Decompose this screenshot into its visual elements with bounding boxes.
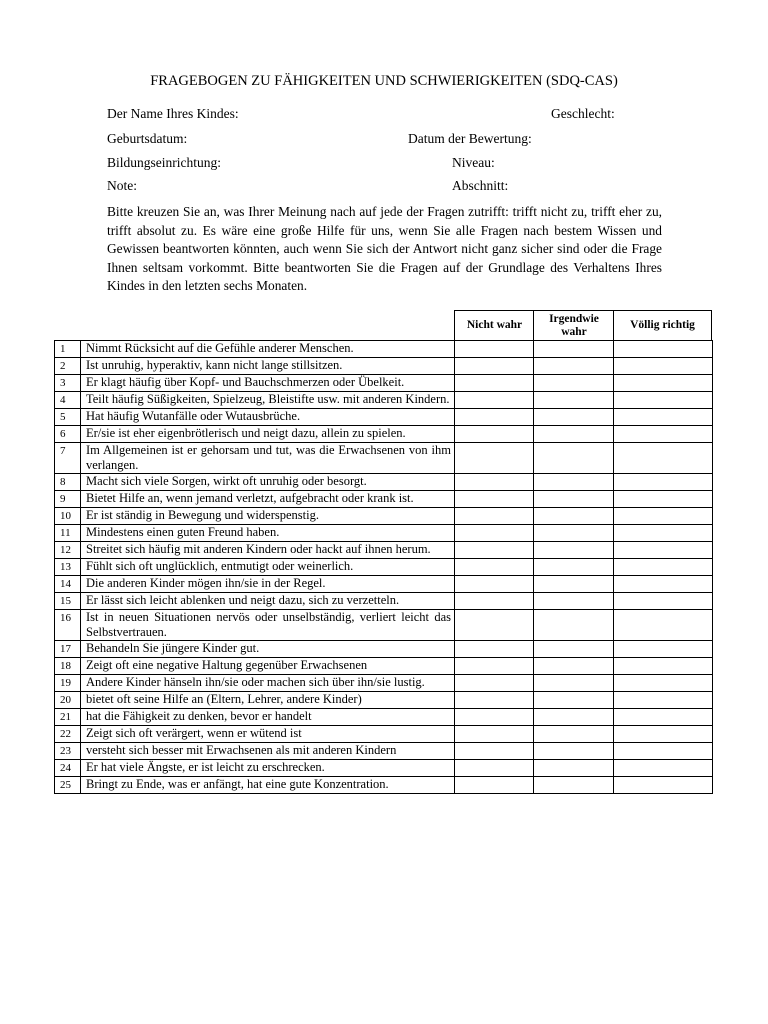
answer-cell-certainly-true[interactable] (614, 709, 713, 726)
answer-cell-certainly-true[interactable] (614, 409, 713, 426)
answer-cell-not-true[interactable] (455, 409, 534, 426)
answer-cell-not-true[interactable] (455, 474, 534, 491)
question-number: 23 (55, 743, 81, 760)
answer-cell-not-true[interactable] (455, 559, 534, 576)
question-row (55, 658, 713, 675)
answer-cell-somewhat-true[interactable] (534, 491, 614, 508)
column-header-somewhat-true: Irgendwie wahr (533, 310, 614, 341)
question-row (55, 341, 713, 358)
answer-cell-somewhat-true[interactable] (534, 658, 614, 675)
question-number: 14 (55, 576, 81, 593)
question-number: 24 (55, 760, 81, 777)
answer-cell-certainly-true[interactable] (614, 777, 713, 794)
question-row (55, 392, 713, 409)
question-row (55, 443, 713, 474)
question-text: Er klagt häufig über Kopf- und Bauchschmerzen oder Übelkeit. (81, 375, 455, 392)
answer-cell-certainly-true[interactable] (614, 474, 713, 491)
answer-cell-somewhat-true[interactable] (534, 641, 614, 658)
answer-cell-certainly-true[interactable] (614, 508, 713, 525)
answer-cell-certainly-true[interactable] (614, 760, 713, 777)
question-row (55, 610, 713, 641)
question-number: 17 (55, 641, 81, 658)
question-text: Bringt zu Ende, was er anfängt, hat eine gute Konzentration. (81, 777, 455, 794)
question-number: 8 (55, 474, 81, 491)
answer-cell-not-true[interactable] (455, 709, 534, 726)
column-header-not-true: Nicht wahr (454, 310, 534, 341)
answer-cell-somewhat-true[interactable] (534, 593, 614, 610)
answer-cell-not-true[interactable] (455, 675, 534, 692)
question-text: Hat häufig Wutanfälle oder Wutausbrüche. (81, 409, 455, 426)
question-text: Die anderen Kinder mögen ihn/sie in der Regel. (81, 576, 455, 593)
answer-cell-not-true[interactable] (455, 508, 534, 525)
answer-cell-not-true[interactable] (455, 542, 534, 559)
answer-cell-not-true[interactable] (455, 777, 534, 794)
answer-cell-somewhat-true[interactable] (534, 709, 614, 726)
question-row (55, 474, 713, 491)
question-number: 10 (55, 508, 81, 525)
question-number: 16 (55, 610, 81, 641)
question-row (55, 593, 713, 610)
answer-cell-certainly-true[interactable] (614, 542, 713, 559)
question-text: Er lässt sich leicht ablenken und neigt dazu, sich zu verzetteln. (81, 593, 455, 610)
answer-cell-somewhat-true[interactable] (534, 777, 614, 794)
question-row (55, 508, 713, 525)
answer-cell-somewhat-true[interactable] (534, 358, 614, 375)
answer-cell-not-true[interactable] (455, 392, 534, 409)
answer-cell-not-true[interactable] (455, 760, 534, 777)
answer-cell-somewhat-true[interactable] (534, 474, 614, 491)
question-text: Macht sich viele Sorgen, wirkt oft unruhig oder besorgt. (81, 474, 455, 491)
question-text: Ist unruhig, hyperaktiv, kann nicht lange stillsitzen. (81, 358, 455, 375)
question-text: Mindestens einen guten Freund haben. (81, 525, 455, 542)
answer-cell-certainly-true[interactable] (614, 658, 713, 675)
answer-cell-somewhat-true[interactable] (534, 726, 614, 743)
question-number: 4 (55, 392, 81, 409)
questionnaire-body (55, 341, 713, 794)
grade-label: Note: (107, 178, 137, 193)
question-row (55, 358, 713, 375)
birthdate-label: Geburtsdatum: (107, 131, 188, 146)
question-number: 3 (55, 375, 81, 392)
answer-cell-not-true[interactable] (455, 341, 534, 358)
answer-cell-not-true[interactable] (455, 641, 534, 658)
question-row (55, 743, 713, 760)
answer-cell-somewhat-true[interactable] (534, 508, 614, 525)
question-row (55, 491, 713, 508)
question-text: Er hat viele Ängste, er ist leicht zu erschrecken. (81, 760, 455, 777)
answer-cell-certainly-true[interactable] (614, 675, 713, 692)
question-number: 2 (55, 358, 81, 375)
question-text: hat die Fähigkeit zu denken, bevor er handelt (81, 709, 455, 726)
question-row (55, 675, 713, 692)
answer-cell-somewhat-true[interactable] (534, 576, 614, 593)
answer-cell-somewhat-true[interactable] (534, 525, 614, 542)
question-number: 6 (55, 426, 81, 443)
question-text: Behandeln Sie jüngere Kinder gut. (81, 641, 455, 658)
answer-cell-somewhat-true[interactable] (534, 375, 614, 392)
answer-cell-not-true[interactable] (455, 692, 534, 709)
answer-cell-certainly-true[interactable] (614, 491, 713, 508)
answer-cell-not-true[interactable] (455, 525, 534, 542)
question-text: Zeigt oft eine negative Haltung gegenüber Erwachsenen (81, 658, 455, 675)
question-text: Andere Kinder hänseln ihn/sie oder machen sich über ihn/sie lustig. (81, 675, 455, 692)
question-number: 18 (55, 658, 81, 675)
question-row (55, 525, 713, 542)
question-text: Im Allgemeinen ist er gehorsam und tut, was die Erwachsenen von ihm verlangen. (81, 443, 455, 474)
answer-cell-somewhat-true[interactable] (534, 675, 614, 692)
question-text: bietet oft seine Hilfe an (Eltern, Lehrer, andere Kinder) (81, 692, 455, 709)
questionnaire-table (54, 340, 713, 794)
answer-cell-not-true[interactable] (455, 443, 534, 474)
answer-cell-not-true[interactable] (455, 726, 534, 743)
question-number: 11 (55, 525, 81, 542)
form-title: FRAGEBOGEN ZU FÄHIGKEITEN UND SCHWIERIGKEITEN (SDQ-CAS) (150, 73, 618, 89)
question-row (55, 726, 713, 743)
question-text: Teilt häufig Süßigkeiten, Spielzeug, Bleistifte usw. mit anderen Kindern. (81, 392, 455, 409)
question-text: Streitet sich häufig mit anderen Kindern oder hackt auf ihnen herum. (81, 542, 455, 559)
question-number: 15 (55, 593, 81, 610)
question-row (55, 777, 713, 794)
answer-cell-somewhat-true[interactable] (534, 760, 614, 777)
answer-cell-certainly-true[interactable] (614, 593, 713, 610)
question-number: 7 (55, 443, 81, 474)
answer-cell-somewhat-true[interactable] (534, 443, 614, 474)
answer-cell-certainly-true[interactable] (614, 743, 713, 760)
answer-cell-not-true[interactable] (455, 491, 534, 508)
question-text: Nimmt Rücksicht auf die Gefühle anderer Menschen. (81, 341, 455, 358)
question-number: 5 (55, 409, 81, 426)
question-number: 9 (55, 491, 81, 508)
answer-cell-somewhat-true[interactable] (534, 426, 614, 443)
question-text: Er/sie ist eher eigenbrötlerisch und neigt dazu, allein zu spielen. (81, 426, 455, 443)
question-text: Zeigt sich oft verärgert, wenn er wütend ist (81, 726, 455, 743)
answer-cell-somewhat-true[interactable] (534, 743, 614, 760)
question-row (55, 709, 713, 726)
question-number: 20 (55, 692, 81, 709)
answer-cell-not-true[interactable] (455, 593, 534, 610)
question-row (55, 409, 713, 426)
question-text: Er ist ständig in Bewegung und widerspenstig. (81, 508, 455, 525)
answer-cell-certainly-true[interactable] (614, 576, 713, 593)
answer-cell-not-true[interactable] (455, 743, 534, 760)
answer-cell-not-true[interactable] (455, 358, 534, 375)
answer-cell-certainly-true[interactable] (614, 692, 713, 709)
question-row (55, 576, 713, 593)
gender-label: Geschlecht: (551, 106, 615, 121)
section-label: Abschnitt: (452, 178, 509, 193)
answer-cell-somewhat-true[interactable] (534, 542, 614, 559)
answer-cell-certainly-true[interactable] (614, 443, 713, 474)
answer-cell-certainly-true[interactable] (614, 641, 713, 658)
answer-cell-somewhat-true[interactable] (534, 610, 614, 641)
question-number: 1 (55, 341, 81, 358)
answer-cell-not-true[interactable] (455, 610, 534, 641)
question-number: 21 (55, 709, 81, 726)
answer-cell-certainly-true[interactable] (614, 426, 713, 443)
answer-cell-certainly-true[interactable] (614, 341, 713, 358)
answer-cell-certainly-true[interactable] (614, 392, 713, 409)
answer-cell-somewhat-true[interactable] (534, 341, 614, 358)
answer-cell-certainly-true[interactable] (614, 358, 713, 375)
answer-cell-somewhat-true[interactable] (534, 692, 614, 709)
column-header-certainly-true: Völlig richtig (613, 310, 712, 341)
question-row (55, 692, 713, 709)
question-row (55, 559, 713, 576)
question-text: Ist in neuen Situationen nervös oder unselbständig, verliert leicht das Selbstvertrauen. (81, 610, 455, 641)
answer-cell-somewhat-true[interactable] (534, 409, 614, 426)
question-text: versteht sich besser mit Erwachsenen als mit anderen Kindern (81, 743, 455, 760)
question-row (55, 542, 713, 559)
answer-cell-not-true[interactable] (455, 426, 534, 443)
answer-cell-somewhat-true[interactable] (534, 559, 614, 576)
question-row (55, 760, 713, 777)
question-number: 25 (55, 777, 81, 794)
question-number: 19 (55, 675, 81, 692)
answer-cell-not-true[interactable] (455, 658, 534, 675)
instructions-text: Bitte kreuzen Sie an, was Ihrer Meinung nach auf jede der Fragen zutrifft: trifft nicht zu, trifft eher zu, trifft absolut zu. Es wäre eine große Hilfe für uns, wenn Sie alle Fragen nach bestem Wissen und Gewissen beantworten könnten, auch wenn Sie sich der Antwort nicht ganz sicher sind oder die Frage Ihnen seltsam vorkommt. Bitte beantworten Sie die Fragen auf der Grundlage des Verhaltens Ihres Kindes in den letzten sechs Monaten. (107, 204, 662, 294)
evaluation-date-label: Datum der Bewertung: (408, 131, 532, 146)
answer-cell-certainly-true[interactable] (614, 726, 713, 743)
child-name-label: Der Name Ihres Kindes: (107, 106, 239, 121)
answer-cell-certainly-true[interactable] (614, 375, 713, 392)
answer-cell-certainly-true[interactable] (614, 610, 713, 641)
question-number: 22 (55, 726, 81, 743)
question-number: 13 (55, 559, 81, 576)
answer-cell-not-true[interactable] (455, 576, 534, 593)
question-row (55, 426, 713, 443)
question-text: Fühlt sich oft unglücklich, entmutigt oder weinerlich. (81, 559, 455, 576)
level-label: Niveau: (452, 155, 495, 170)
question-row (55, 375, 713, 392)
question-number: 12 (55, 542, 81, 559)
answer-cell-certainly-true[interactable] (614, 559, 713, 576)
question-row (55, 641, 713, 658)
institution-label: Bildungseinrichtung: (107, 155, 221, 170)
answer-cell-somewhat-true[interactable] (534, 392, 614, 409)
answer-cell-certainly-true[interactable] (614, 525, 713, 542)
question-text: Bietet Hilfe an, wenn jemand verletzt, aufgebracht oder krank ist. (81, 491, 455, 508)
answer-cell-not-true[interactable] (455, 375, 534, 392)
